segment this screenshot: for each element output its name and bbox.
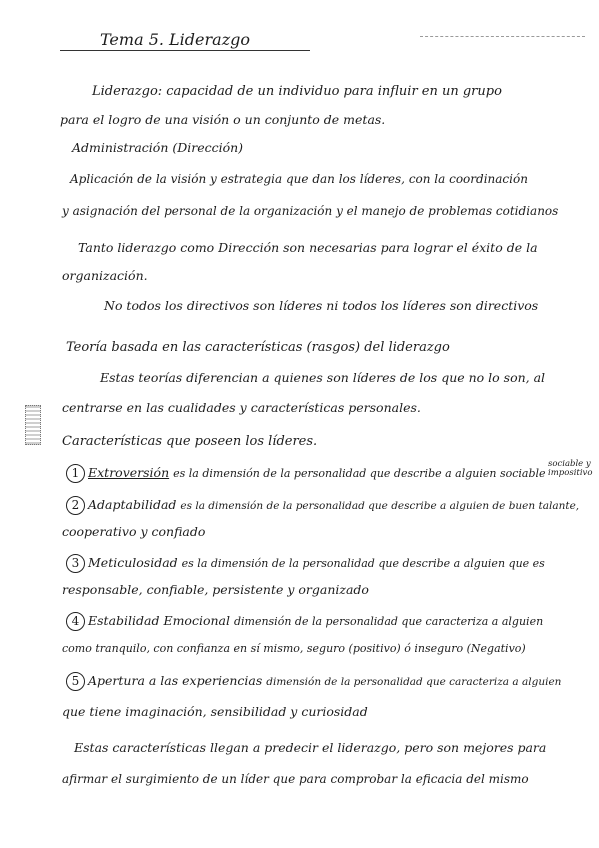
trait-number-3: 3 [66,554,85,573]
teoria-line-1: Estas teorías diferencian a quienes son líderes de los que no lo son, al [100,370,546,385]
section-heading-teoria: Teoría basada en las características (rasgos) del liderazgo [66,340,450,355]
section-heading-administracion: Administración (Dirección) [72,140,244,155]
trait-number-4: 4 [66,612,85,631]
definition-line-2: para el logro de una visión o un conjunto de metas. [60,112,386,127]
trait-3-desc: es la dimensión de la personalidad que describe a alguien que es [181,557,545,570]
caracteristicas-heading: Características que poseen los líderes. [62,434,318,449]
conclusion-line-2: afirmar el surgimiento de un líder que para comprobar la eficacia del mismo [62,772,529,786]
trait-1-line [66,464,546,483]
trait-3-line [66,554,545,573]
trait-5-line [66,672,561,691]
liderazgo-direccion-line-2: organización. [62,268,148,283]
trait-4-name: Estabilidad Emocional [88,613,230,628]
trait-5-desc: dimensión de la personalidad que caracteriza a alguien [266,676,562,688]
admin-line-2: y asignación del personal de la organización y el manejo de problemas cotidianos [62,204,559,218]
trait-1-name: Extroversión [88,465,170,480]
admin-line-1: Aplicación de la visión y estrategia que dan los líderes, con la coordinación [70,172,528,186]
conclusion-line-1: Estas características llegan a predecir el liderazgo, pero son mejores para [74,740,547,755]
directivos-line: No todos los directivos son líderes ni todos los líderes son directivos [104,298,539,313]
trait-1-desc: es la dimensión de la personalidad que describe a alguien sociable [173,467,546,480]
teoria-line-2: centrarse en las cualidades y características personales. [62,400,421,415]
trait-2-desc: es la dimensión de la personalidad que describe a alguien de buen talante, [180,500,580,512]
trait-number-5: 5 [66,672,85,691]
trait-number-2: 2 [66,496,85,515]
trait-4-line [66,612,543,631]
liderazgo-direccion-line-1: Tanto liderazgo como Dirección son necesarias para lograr el éxito de la [78,240,538,255]
trait-3-name: Meticulosidad [88,555,178,570]
page-title: Tema 5. Liderazgo [100,30,250,49]
trait-2-continuation: cooperativo y confiado [62,524,206,539]
margin-stamp [25,405,41,445]
trait-5-name: Apertura a las experiencias [88,673,263,688]
trait-5-continuation: que tiene imaginación, sensibilidad y curiosidad [62,704,368,719]
header-dashed-rule [420,36,585,37]
trait-2-name: Adaptabilidad [88,497,177,512]
trait-number-1: 1 [66,464,85,483]
title-underline [60,50,310,51]
trait-2-line [66,496,579,515]
trait-1-margin-note: sociable y impositivo [548,459,593,478]
trait-3-continuation: responsable, confiable, persistente y organizado [62,582,369,597]
trait-4-continuation: como tranquilo, con confianza en sí mismo, seguro (positivo) ó inseguro (Negativo) [62,642,526,655]
definition-line-1: Liderazgo: capacidad de un individuo para influir en un grupo [92,84,502,99]
trait-4-desc: dimensión de la personalidad que caracteriza a alguien [233,615,544,628]
